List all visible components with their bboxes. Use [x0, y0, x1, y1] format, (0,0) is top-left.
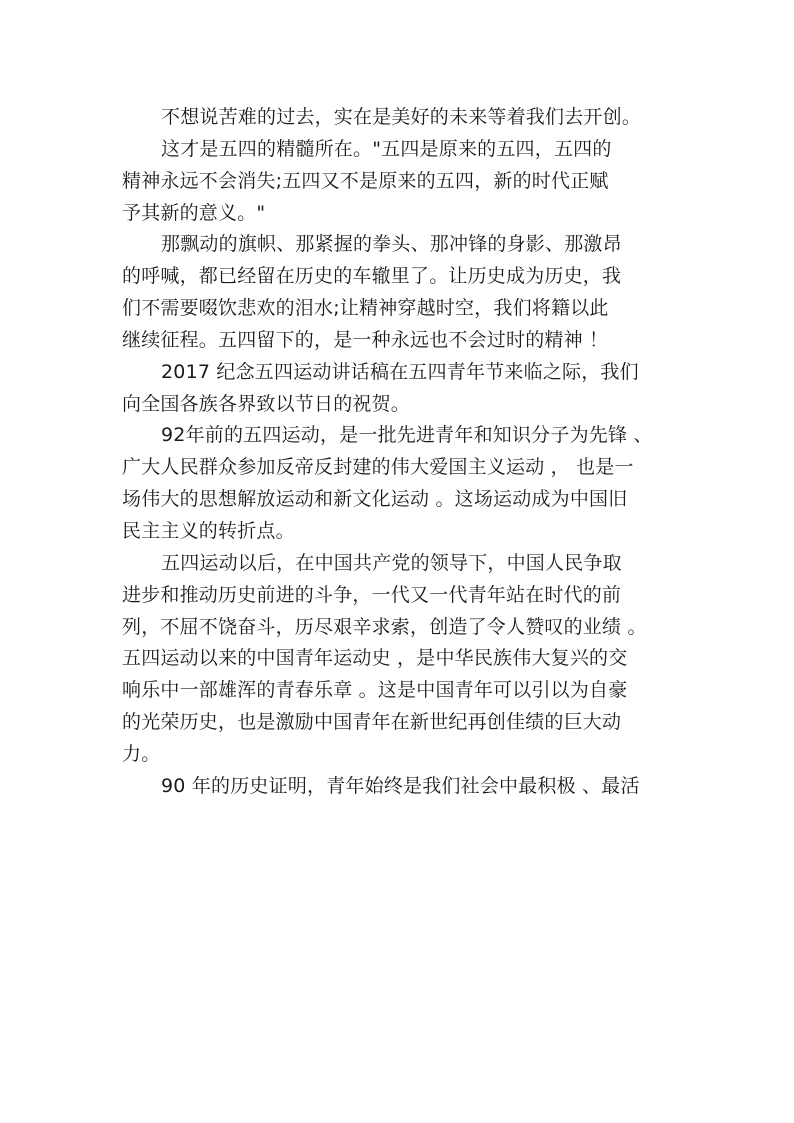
paragraph-line: 五四运动以来的中国青年运动史 ，是中华民族伟大复兴的交 — [122, 647, 628, 670]
paragraph-line: 的呼喊，都已经留在历史的车辙里了。让历史成为历史，我 — [122, 265, 622, 288]
paragraph-line: 进步和推动历史前进的斗争，一代又一代青年站在时代的前 — [122, 583, 622, 606]
paragraph-line: 的光荣历史，也是激励中国青年在新世纪再创佳绩的巨大动 — [122, 711, 622, 734]
paragraph-first-line: 五四运动以后，在中国共产党的领导下，中国人民争取 — [161, 551, 622, 574]
paragraph-line: 精神永远不会消失;五四又不是原来的五四，新的时代正赋 — [122, 169, 609, 192]
paragraph-first-line: 这才是五四的精髓所在。"五四是原来的五四，五四的 — [161, 137, 612, 160]
paragraph-line: 继续征程。五四留下的，是一种永远也不会过时的精神 ！ — [122, 328, 609, 351]
paragraph-line: 广大人民群众参加反帝反封建的伟大爱国主义运动 ， 也是一 — [122, 456, 634, 479]
paragraph-line: 民主主义的转折点。 — [122, 519, 295, 542]
paragraph-line: 向全国各族各界致以节日的祝贺。 — [122, 392, 411, 415]
paragraph-line: 予其新的意义。" — [122, 201, 266, 224]
document-body — [122, 102, 700, 803]
paragraph-first-line: 2017 纪念五四运动讲话稿在五四青年节来临之际，我们 — [161, 360, 639, 383]
paragraph-first-line: 那飘动的旗帜、那紧握的拳头、那冲锋的身影、那激昂 — [161, 233, 622, 256]
paragraph-line: 响乐中一部雄浑的青春乐章 。这是中国青年可以引以为自豪 — [122, 679, 628, 702]
paragraph-line: 力。 — [122, 742, 161, 765]
paragraph-line: 场伟大的思想解放运动和新文化运动 。这场运动成为中国旧 — [122, 488, 628, 511]
paragraph-line: 列，不屈不饶奋斗，历尽艰辛求索，创造了令人赞叹的业绩 。 — [122, 615, 647, 638]
paragraph-first-line: 不想说苦难的过去，实在是美好的未来等着我们去开创。 — [161, 106, 642, 128]
paragraph-first-line: 92年前的五四运动，是一批先进青年和知识分子为先锋 、 — [161, 424, 653, 447]
paragraph-line: 们不需要啜饮悲欢的泪水;让精神穿越时空，我们将籍以此 — [122, 297, 609, 320]
paragraph-first-line: 90 年的历史证明，青年始终是我们社会中最积极 、最活 — [161, 774, 640, 797]
